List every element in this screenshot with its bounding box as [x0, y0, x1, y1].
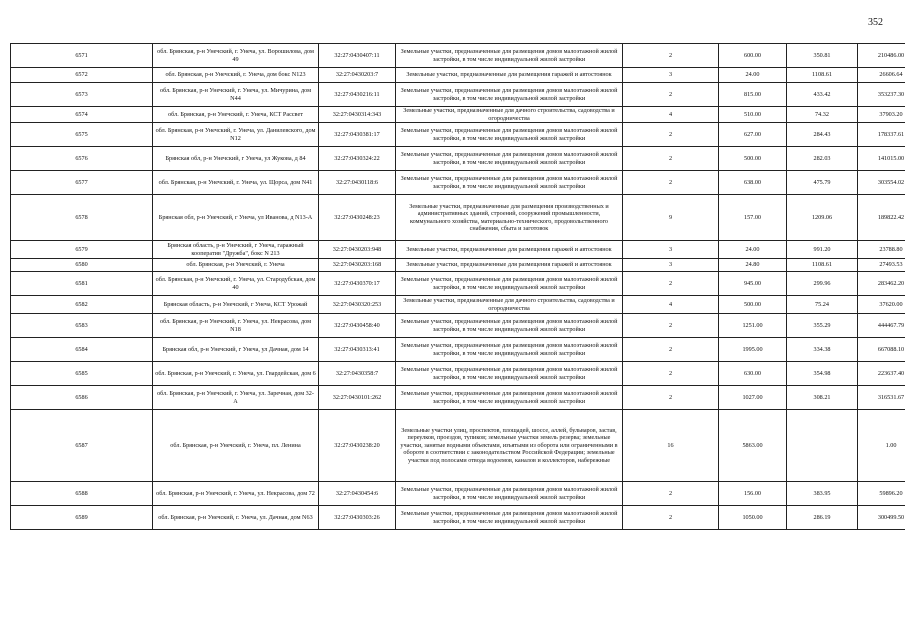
- use-group-cell: 4: [623, 107, 719, 123]
- specific-value-cell: 991.20: [787, 241, 858, 259]
- cadastral-value-cell: 210486.00: [858, 44, 905, 68]
- cadastral-value-cell: 667088.10: [858, 338, 905, 362]
- address-cell: обл. Брянская, р-н Унечский, г. Унеча, ул. Некрасова, дом 72: [153, 482, 319, 506]
- land-use-cell: Земельные участки, предназначенные для размещения домов малоэтажной жилой застройки, в том числе индивидуальной жилой застройки: [396, 338, 623, 362]
- row-number: 6581: [11, 272, 153, 296]
- area-cell: 500.00: [719, 147, 787, 171]
- land-use-cell: Земельные участки, предназначенные для размещения домов малоэтажной жилой застройки, в том числе индивидуальной жилой застройки: [396, 386, 623, 410]
- cadastral-number-cell: 32:27:0430454:6: [319, 482, 396, 506]
- use-group-cell: 2: [623, 482, 719, 506]
- specific-value-cell: 75.24: [787, 296, 858, 314]
- row-number: 6576: [11, 147, 153, 171]
- address-cell: Брянская область, р-н Унечский, г Унеча, гаражный кооператив "Дружба", бокс N 213: [153, 241, 319, 259]
- area-cell: 510.00: [719, 107, 787, 123]
- area-cell: 1995.00: [719, 338, 787, 362]
- specific-value-cell: 354.98: [787, 362, 858, 386]
- use-group-cell: 16: [623, 410, 719, 482]
- address-cell: обл. Брянская, р-н Унечский, г. Унеча, ул. Данилевского, дом N12: [153, 123, 319, 147]
- cadastral-number-cell: 32:27:0430370:17: [319, 272, 396, 296]
- cadastral-value-cell: 23788.80: [858, 241, 905, 259]
- land-use-cell: Земельные участки, предназначенные для дачного строительства, садоводства и огородничества: [396, 296, 623, 314]
- row-number: 6575: [11, 123, 153, 147]
- specific-value-cell: 1209.06: [787, 195, 858, 241]
- cadastral-number-cell: 32:27:0430313:41: [319, 338, 396, 362]
- area-cell: 627.00: [719, 123, 787, 147]
- use-group-cell: 4: [623, 296, 719, 314]
- specific-value-cell: 334.38: [787, 338, 858, 362]
- area-cell: 24.00: [719, 241, 787, 259]
- cadastral-number-cell: 32:27:0430118:6: [319, 171, 396, 195]
- specific-value-cell: 350.81: [787, 44, 858, 68]
- address-cell: обл. Брянская, р-н Унечский, г. Унеча, ул. Заречная, дом 32-А: [153, 386, 319, 410]
- table-row: [11, 68, 905, 83]
- cadastral-number-cell: 32:27:0430216:11: [319, 83, 396, 107]
- cadastral-value-cell: 189822.42: [858, 195, 905, 241]
- area-cell: 1251.00: [719, 314, 787, 338]
- row-number: 6585: [11, 362, 153, 386]
- land-use-cell: Земельные участки, предназначенные для размещения домов малоэтажной жилой застройки, в том числе индивидуальной жилой застройки: [396, 44, 623, 68]
- cadastral-number-cell: 32:27:0430203:7: [319, 68, 396, 83]
- area-cell: 1050.00: [719, 506, 787, 530]
- cadastral-value-cell: 26606.64: [858, 68, 905, 83]
- cadastral-number-cell: 32:27:0430314:343: [319, 107, 396, 123]
- area-cell: 815.00: [719, 83, 787, 107]
- area-cell: 24.80: [719, 259, 787, 272]
- specific-value-cell: 355.29: [787, 314, 858, 338]
- cadastral-value-cell: 300499.50: [858, 506, 905, 530]
- land-use-cell: Земельные участки, предназначенные для размещения домов малоэтажной жилой застройки, в том числе индивидуальной жилой застройки: [396, 272, 623, 296]
- specific-value-cell: 74.32: [787, 107, 858, 123]
- land-use-cell: Земельные участки, предназначенные для размещения домов малоэтажной жилой застройки, в том числе индивидуальной жилой застройки: [396, 147, 623, 171]
- use-group-cell: 3: [623, 241, 719, 259]
- cadastral-value-cell: 444467.79: [858, 314, 905, 338]
- cadastral-number-cell: 32:27:0430101:262: [319, 386, 396, 410]
- table-row: [11, 410, 905, 482]
- land-use-cell: Земельные участки, предназначенные для размещения домов малоэтажной жилой застройки, в том числе индивидуальной жилой застройки: [396, 314, 623, 338]
- table-row: [11, 171, 905, 195]
- land-use-cell: Земельные участки, предназначенные для размещения производственных и административных зданий, строений, сооружений промышленности, коммунального хозяйства, материально-технического, продовольственного снабжения, сбыта и заготовок: [396, 195, 623, 241]
- specific-value-cell: 433.42: [787, 83, 858, 107]
- row-number: 6588: [11, 482, 153, 506]
- use-group-cell: 2: [623, 386, 719, 410]
- address-cell: обл. Брянская, р-н Унечский, г. Унеча, ул. Дачная, дом N63: [153, 506, 319, 530]
- table-row: [11, 314, 905, 338]
- specific-value-cell: 299.96: [787, 272, 858, 296]
- use-group-cell: 2: [623, 83, 719, 107]
- use-group-cell: 2: [623, 272, 719, 296]
- cadastral-number-cell: 32:27:0430320:253: [319, 296, 396, 314]
- use-group-cell: 2: [623, 147, 719, 171]
- address-cell: обл. Брянская, р-н Унечский, г. Унеча, ул. Щорса, дом N41: [153, 171, 319, 195]
- cadastral-number-cell: 32:27:0430303:26: [319, 506, 396, 530]
- land-use-cell: Земельные участки, предназначенные для размещения домов малоэтажной жилой застройки, в том числе индивидуальной жилой застройки: [396, 83, 623, 107]
- table-row: [11, 147, 905, 171]
- table-row: [11, 241, 905, 259]
- row-number: 6572: [11, 68, 153, 83]
- area-cell: 630.00: [719, 362, 787, 386]
- address-cell: обл. Брянская, р-н Унечский, г. Унеча, ул. Мичурина, дом N44: [153, 83, 319, 107]
- address-cell: обл. Брянская, р-н Унечский, г. Унеча, ул. Некрасова, дом N18: [153, 314, 319, 338]
- area-cell: 1027.00: [719, 386, 787, 410]
- cadastral-number-cell: 32:27:0430203:948: [319, 241, 396, 259]
- table-row: [11, 107, 905, 123]
- land-use-cell: Земельные участки, предназначенные для размещения домов малоэтажной жилой застройки, в том числе индивидуальной жилой застройки: [396, 362, 623, 386]
- cadastral-number-cell: 32:27:0430203:168: [319, 259, 396, 272]
- cadastral-value-cell: 59896.20: [858, 482, 905, 506]
- land-use-cell: Земельные участки, предназначенные для размещения домов малоэтажной жилой застройки, в том числе индивидуальной жилой застройки: [396, 123, 623, 147]
- row-number: 6574: [11, 107, 153, 123]
- address-cell: Брянская обл, р-н Унечский, г Унеча, ул Дачная, дом 14: [153, 338, 319, 362]
- table-row: [11, 296, 905, 314]
- land-registry-table: [10, 43, 905, 530]
- cadastral-value-cell: 1.00: [858, 410, 905, 482]
- specific-value-cell: 282.03: [787, 147, 858, 171]
- use-group-cell: 2: [623, 44, 719, 68]
- row-number: 6573: [11, 83, 153, 107]
- use-group-cell: 2: [623, 362, 719, 386]
- land-use-cell: Земельные участки, предназначенные для дачного строительства, садоводства и огородничества: [396, 107, 623, 123]
- table-row: [11, 482, 905, 506]
- cadastral-value-cell: 37903.20: [858, 107, 905, 123]
- table-row: [11, 338, 905, 362]
- use-group-cell: 2: [623, 171, 719, 195]
- cadastral-value-cell: 27493.53: [858, 259, 905, 272]
- table-row: [11, 259, 905, 272]
- cadastral-value-cell: 353237.30: [858, 83, 905, 107]
- land-use-cell: Земельные участки, предназначенные для размещения домов малоэтажной жилой застройки, в том числе индивидуальной жилой застройки: [396, 482, 623, 506]
- address-cell: обл. Брянская, р-н Унечский, г. Унеча: [153, 259, 319, 272]
- use-group-cell: 2: [623, 314, 719, 338]
- area-cell: 5863.00: [719, 410, 787, 482]
- land-use-cell: Земельные участки, предназначенные для размещения гаражей и автостоянок: [396, 68, 623, 83]
- address-cell: обл. Брянская, р-н Унечский, г. Унеча, ул. Ворошилова, дом 49: [153, 44, 319, 68]
- area-cell: 24.00: [719, 68, 787, 83]
- specific-value-cell: 286.19: [787, 506, 858, 530]
- use-group-cell: 3: [623, 259, 719, 272]
- use-group-cell: 9: [623, 195, 719, 241]
- specific-value-cell: [787, 410, 858, 482]
- area-cell: 945.00: [719, 272, 787, 296]
- table-row: [11, 195, 905, 241]
- address-cell: обл. Брянская, р-н Унечский, г. Унеча, ул. Гвардейская, дом 6: [153, 362, 319, 386]
- row-number: 6589: [11, 506, 153, 530]
- cadastral-value-cell: 223637.40: [858, 362, 905, 386]
- row-number: 6584: [11, 338, 153, 362]
- row-number: 6577: [11, 171, 153, 195]
- row-number: 6582: [11, 296, 153, 314]
- table-row: [11, 83, 905, 107]
- cadastral-value-cell: 178337.61: [858, 123, 905, 147]
- row-number: 6586: [11, 386, 153, 410]
- row-number: 6583: [11, 314, 153, 338]
- specific-value-cell: 1108.61: [787, 68, 858, 83]
- cadastral-value-cell: 283462.20: [858, 272, 905, 296]
- specific-value-cell: 475.79: [787, 171, 858, 195]
- use-group-cell: 3: [623, 68, 719, 83]
- area-cell: 638.00: [719, 171, 787, 195]
- address-cell: Брянская обл, р-н Унечский, г Унеча, ул Жукова, д 84: [153, 147, 319, 171]
- cadastral-number-cell: 32:27:0430238:20: [319, 410, 396, 482]
- cadastral-number-cell: 32:27:0430358:7: [319, 362, 396, 386]
- address-cell: Брянская обл, р-н Унечский, г Унеча, ул Иванова, д N13-А: [153, 195, 319, 241]
- use-group-cell: 2: [623, 338, 719, 362]
- row-number: 6580: [11, 259, 153, 272]
- specific-value-cell: 1108.61: [787, 259, 858, 272]
- cadastral-number-cell: 32:27:0430248:23: [319, 195, 396, 241]
- row-number: 6578: [11, 195, 153, 241]
- row-number: 6587: [11, 410, 153, 482]
- specific-value-cell: 308.21: [787, 386, 858, 410]
- area-cell: 157.00: [719, 195, 787, 241]
- use-group-cell: 2: [623, 506, 719, 530]
- address-cell: обл. Брянская, р-н Унечский, г. Унеча, ул. Стародубская, дом 40: [153, 272, 319, 296]
- specific-value-cell: 383.95: [787, 482, 858, 506]
- table-row: [11, 272, 905, 296]
- area-cell: 600.00: [719, 44, 787, 68]
- row-number: 6579: [11, 241, 153, 259]
- row-number: 6571: [11, 44, 153, 68]
- specific-value-cell: 284.43: [787, 123, 858, 147]
- table-row: [11, 506, 905, 530]
- land-use-cell: Земельные участки, предназначенные для размещения домов малоэтажной жилой застройки, в том числе индивидуальной жилой застройки: [396, 171, 623, 195]
- table-row: [11, 44, 905, 68]
- cadastral-number-cell: 32:27:0430381:17: [319, 123, 396, 147]
- cadastral-number-cell: 32:27:0430407:11: [319, 44, 396, 68]
- table-row: [11, 362, 905, 386]
- cadastral-value-cell: 141015.00: [858, 147, 905, 171]
- land-use-cell: Земельные участки, предназначенные для размещения гаражей и автостоянок: [396, 259, 623, 272]
- land-use-cell: Земельные участки, предназначенные для размещения домов малоэтажной жилой застройки, в том числе индивидуальной жилой застройки: [396, 506, 623, 530]
- land-use-cell: Земельные участки улиц, проспектов, площадей, шоссе, аллей, бульваров, застав, переулков, проездов, тупиков; земельные участки земель резерва; земельные участки, занятые водными объектами, изъятыми из оборота или ограниченными в обороте в соответствии с законодательством Российской Федерации; земельные участки под полосами отвода водоемов, каналов и коллекторов, набережные: [396, 410, 623, 482]
- land-registry-body: [11, 44, 905, 530]
- address-cell: обл. Брянская, р-н Унечский, г. Унеча, пл. Ленина: [153, 410, 319, 482]
- address-cell: Брянская область, р-н Унечский, г Унеча, КСТ Урожай: [153, 296, 319, 314]
- cadastral-number-cell: 32:27:0430458:40: [319, 314, 396, 338]
- address-cell: обл. Брянская, р-н Унечский, г. Унеча, дом бокс N123: [153, 68, 319, 83]
- page-number: 352: [868, 17, 883, 28]
- land-use-cell: Земельные участки, предназначенные для размещения гаражей и автостоянок: [396, 241, 623, 259]
- cadastral-value-cell: 37620.00: [858, 296, 905, 314]
- cadastral-value-cell: 303554.02: [858, 171, 905, 195]
- use-group-cell: 2: [623, 123, 719, 147]
- area-cell: 500.00: [719, 296, 787, 314]
- area-cell: 156.00: [719, 482, 787, 506]
- cadastral-number-cell: 32:27:0430324:22: [319, 147, 396, 171]
- cadastral-value-cell: 316531.67: [858, 386, 905, 410]
- address-cell: обл. Брянская, р-н Унечский, г. Унеча, КСТ Рассвет: [153, 107, 319, 123]
- table-row: [11, 123, 905, 147]
- table-row: [11, 386, 905, 410]
